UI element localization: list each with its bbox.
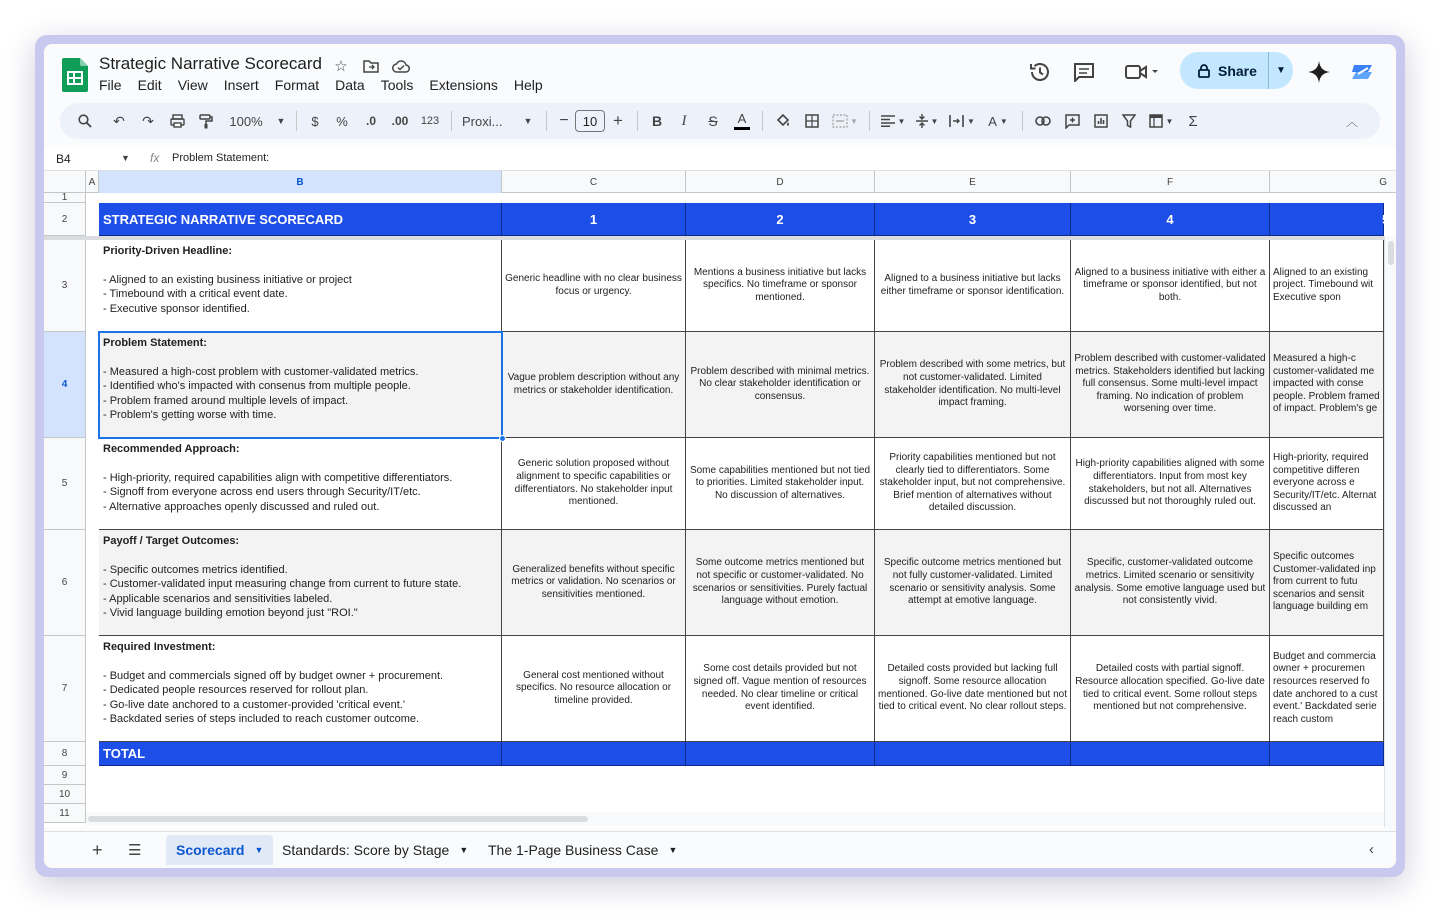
toolbar (60, 103, 1380, 139)
share-dropdown-caret-icon[interactable]: ▼ (1268, 52, 1293, 89)
fill-color-icon[interactable] (769, 109, 797, 133)
row-header-7[interactable]: 7 (44, 636, 86, 742)
increase-font-size-icon[interactable]: + (613, 111, 623, 130)
total-cell-1[interactable] (502, 742, 686, 766)
insert-comment-icon[interactable] (1057, 109, 1087, 133)
comments-icon[interactable] (1072, 60, 1096, 84)
share-button[interactable] (1180, 52, 1293, 89)
level-cell[interactable]: Detailed costs with partial signoff. Resource allocation specified. Go-live date tied to critical event. Some rollout steps mentioned but not comprehensive. (1071, 636, 1270, 742)
level-cell[interactable]: Specific, customer-validated outcome metrics. Limited scenario or sensitivity analysis. Some emotive language used but not consistently vivid. (1071, 530, 1270, 636)
criterion-heading: Payoff / Target Outcomes: (103, 535, 240, 547)
menu-insert[interactable]: Insert (223, 77, 259, 93)
level-cell[interactable]: Some cost details provided but not signed off. Vague mention of resources needed. No clear timeline or critical event identified. (686, 636, 875, 742)
score-header-2[interactable]: 2 (686, 203, 875, 236)
font-size-input[interactable]: 10 (575, 110, 605, 132)
row-header-2[interactable]: 2 (44, 203, 86, 236)
vertical-scrollbar[interactable] (1384, 236, 1396, 827)
level-cell[interactable]: Specific outcomes Customer-validated inp from current to futu scenarios and sensit language building em (1270, 530, 1384, 636)
menu-edit[interactable]: Edit (137, 77, 162, 93)
meet-video-icon[interactable] (1122, 60, 1162, 84)
horizontal-scroll-thumb[interactable] (88, 816, 588, 822)
row-header-9[interactable]: 9 (44, 766, 86, 785)
level-cell[interactable]: Problem described with customer-validated metrics. Stakeholders identified but lacking full consensus. Some multi-level impact framing. No indication of problem worsening over time. (1071, 332, 1270, 438)
percent-format-button[interactable]: % (336, 113, 348, 129)
selected-cell-outline (98, 331, 503, 439)
print-icon[interactable] (162, 109, 192, 133)
insert-link-icon[interactable] (1029, 109, 1057, 133)
sheet-tab-label: Standards: Score by Stage (282, 842, 450, 858)
column-header-d[interactable]: D (686, 171, 875, 193)
italic-icon[interactable]: I (681, 112, 687, 129)
level-cell[interactable]: Mentions a business initiative but lacks specifics. No timeframe or sponsor mentioned. (686, 240, 875, 332)
sheets-logo-icon[interactable] (62, 58, 88, 92)
column-header-c[interactable]: C (502, 171, 686, 193)
level-cell[interactable]: Aligned to an existing project. Timebound wit Executive spon (1270, 240, 1384, 332)
level-cell[interactable]: Detailed costs provided but lacking full signoff. Some resource allocation mentioned. Go-live date mentioned but not tied to critical event. No clear rollout steps. (875, 636, 1071, 742)
font-family-select[interactable]: Proxi... (462, 113, 503, 129)
zoom-select[interactable] (220, 109, 272, 133)
level-cell[interactable]: Vague problem description without any metrics or stakeholder identification. (502, 332, 686, 438)
extension-addon-icon[interactable] (1350, 60, 1374, 84)
sheet-tab-business-case[interactable] (478, 835, 687, 865)
fx-icon: fx (150, 151, 160, 165)
score-header-3[interactable]: 3 (875, 203, 1071, 236)
sheet-tab-label: The 1-Page Business Case (488, 842, 659, 858)
total-cell-2[interactable] (686, 742, 875, 766)
level-cell[interactable]: Aligned to a business initiative but lacks either timeframe or sponsor identification. (875, 240, 1071, 332)
merge-cells-icon[interactable]: ▼ (827, 109, 863, 133)
share-label: Share (1218, 62, 1257, 79)
column-header-a[interactable]: A (86, 171, 99, 193)
row-header-3[interactable]: 3 (44, 240, 86, 332)
font-family-caret-icon[interactable]: ▼ (523, 116, 533, 126)
zoom-caret-icon[interactable]: ▼ (276, 116, 286, 126)
level-cell[interactable]: Aligned to a business initiative with either a timeframe or sponsor identified, but not both. (1071, 240, 1270, 332)
level-cell[interactable]: High-priority, required competitive differen everyone across e Security/IT/etc. Alternat discussed an (1270, 438, 1384, 530)
horizontal-align-icon[interactable]: ▼ (897, 116, 906, 126)
column-header-f[interactable]: F (1071, 171, 1270, 193)
menu-format[interactable]: Format (274, 77, 320, 93)
column-header-e[interactable]: E (875, 171, 1071, 193)
borders-icon[interactable] (797, 109, 827, 133)
menu-tools[interactable]: Tools (380, 77, 414, 93)
row-header-6[interactable]: 6 (44, 530, 86, 636)
increase-decimal-button[interactable] (385, 109, 415, 133)
search-menus-icon[interactable] (74, 109, 96, 133)
all-sheets-list-icon[interactable]: ☰ (128, 842, 142, 859)
row-header-8[interactable]: 8 (44, 742, 86, 766)
strikethrough-icon[interactable]: S (708, 113, 718, 129)
insert-chart-icon[interactable] (1087, 109, 1115, 133)
criterion-cell-headline[interactable] (99, 240, 502, 332)
name-box-caret-icon[interactable]: ▼ (121, 153, 130, 163)
text-wrapping-icon[interactable]: ▼ (944, 109, 980, 133)
add-sheet-icon[interactable]: + (92, 840, 103, 860)
column-header-row (44, 171, 1396, 193)
total-cell-3[interactable] (875, 742, 1071, 766)
level-cell[interactable]: Some capabilities mentioned but not tied to priorities. Limited stakeholder input. No discussion of alternatives. (686, 438, 875, 530)
version-history-icon[interactable] (1028, 60, 1052, 84)
criterion-heading: Priority-Driven Headline: (103, 245, 232, 257)
collapse-toolbar-chevron-icon[interactable]: ︿ (1345, 114, 1358, 129)
decrease-decimal-button[interactable] (357, 109, 385, 133)
increase-decimal-label: .00 (391, 114, 409, 128)
chevron-left-icon[interactable]: ‹ (1369, 841, 1374, 858)
column-header-b[interactable]: B (99, 171, 502, 193)
zoom-value: 100% (229, 113, 263, 129)
text-color-icon[interactable]: A (728, 109, 756, 133)
chevron-down-icon[interactable]: ▼ (668, 845, 678, 855)
cloud-status-icon[interactable] (391, 56, 411, 76)
criterion-heading: Recommended Approach: (103, 443, 240, 455)
total-label-cell[interactable]: TOTAL (99, 742, 502, 766)
level-cell[interactable]: Generic solution proposed without alignment to specific capabilities or differentiators. No stakeholder input mentioned. (502, 438, 686, 530)
criterion-body: - High-priority, required capabilities align with competitive differentiators. - Signoff from everyone across end users through Security/IT/etc. - Alternative approaches openly discussed and ruled out. (103, 471, 453, 513)
row-header-4[interactable]: 4 (44, 332, 86, 438)
row-header-11[interactable]: 11 (44, 804, 86, 823)
row-header-5[interactable]: 5 (44, 438, 86, 530)
scorecard-title-cell[interactable]: STRATEGIC NARRATIVE SCORECARD (99, 203, 502, 236)
currency-format-button[interactable]: $ (311, 113, 319, 129)
score-header-4[interactable]: 4 (1071, 203, 1270, 236)
vertical-scroll-thumb[interactable] (1388, 241, 1394, 265)
score-header-5[interactable]: 5 (1270, 203, 1384, 236)
level-cell[interactable]: Specific outcome metrics mentioned but not fully customer-validated. Limited scenario or sensitivity analysis. Some attempt at emotive language. (875, 530, 1071, 636)
menu-view[interactable]: View (177, 77, 208, 93)
criterion-heading: Problem Statement: (103, 337, 207, 349)
criterion-body: - Aligned to an existing business initiative or project - Timebound with a critical event date. - Executive sponsor identified. (103, 273, 352, 315)
row-header-1[interactable]: 1 (44, 193, 86, 203)
horizontal-scrollbar[interactable] (86, 812, 1384, 826)
decrease-decimal-label: .0 (365, 114, 376, 128)
formula-bar (44, 147, 1396, 171)
sheet-tab-scorecard[interactable] (166, 835, 273, 865)
sheets-window (44, 44, 1396, 868)
score-header-1[interactable]: 1 (502, 203, 686, 236)
column-header-g[interactable]: G (1270, 171, 1396, 193)
level-cell[interactable]: Generalized benefits without specific metrics or validation. No scenarios or sensitivities mentioned. (502, 530, 686, 636)
menu-help[interactable]: Help (513, 77, 543, 93)
sheet-tab-label: Scorecard (176, 842, 245, 858)
criterion-cell-approach[interactable] (99, 438, 502, 530)
criterion-cell-investment[interactable] (99, 636, 502, 742)
menu-data[interactable]: Data (335, 77, 365, 93)
menu-extensions[interactable]: Extensions (429, 77, 498, 93)
criterion-heading: Required Investment: (103, 641, 216, 653)
vertical-align-icon[interactable]: ▼ (910, 109, 944, 133)
lock-icon (1198, 64, 1210, 78)
level-cell[interactable]: High-priority capabilities aligned with some differentiators. Input from most key stakeholders, but not all. Alternatives discussed but not thoroughly ruled out. (1071, 438, 1270, 530)
undo-icon[interactable]: ↶ (113, 112, 125, 129)
formula-input[interactable]: Problem Statement: (172, 152, 270, 164)
chevron-down-icon[interactable]: ▼ (459, 845, 469, 855)
row-header-10[interactable]: 10 (44, 785, 86, 804)
star-icon[interactable]: ☆ (334, 58, 348, 75)
total-cell-4[interactable] (1071, 742, 1270, 766)
gemini-sparkle-icon[interactable] (1307, 60, 1331, 84)
decrease-font-size-icon[interactable]: − (559, 112, 569, 129)
table-view-icon[interactable]: ▼ (1143, 109, 1179, 133)
redo-icon[interactable]: ↷ (142, 112, 154, 129)
level-cell[interactable]: Budget and commercia owner + procuremen resources reserved fo date anchored to a cust event.' Backdated serie reach custom (1270, 636, 1384, 742)
paint-format-icon[interactable] (192, 109, 220, 133)
fill-handle[interactable] (499, 435, 506, 442)
chevron-down-icon[interactable]: ▼ (254, 845, 264, 855)
filter-icon[interactable] (1115, 109, 1143, 133)
level-cell[interactable]: General cost mentioned without specifics. No resource allocation or timeline provided. (502, 636, 686, 742)
sheet-tabs-bar (44, 831, 1396, 868)
spreadsheet-grid (44, 171, 1396, 827)
criterion-cell-payoff[interactable] (99, 530, 502, 636)
criterion-body: - Measured a high-cost problem with customer-validated metrics. - Identified who's impacted with consenus from multiple people. - Problem framed around multiple levels of impact. - Problem's getting worse with time. (103, 365, 419, 422)
level-cell[interactable]: Generic headline with no clear business focus or urgency. (502, 240, 686, 332)
level-cell[interactable]: Problem described with some metrics, but not customer-validated. Limited stakeholder identification. No multi-level impact framing. (875, 332, 1071, 438)
sheet-tab-standards[interactable] (272, 835, 478, 865)
level-cell[interactable]: Some outcome metrics mentioned but not specific or customer-validated. No scenarios or sensitivities. Purely factual language without emotion. (686, 530, 875, 636)
level-cell[interactable]: Measured a high-c customer-validated me impacted with conse people. Problem framed of impact. Problem's ge (1270, 332, 1384, 438)
more-formats-button[interactable]: 123 (420, 115, 440, 127)
functions-sigma-icon[interactable]: Σ (1188, 112, 1198, 130)
criterion-body: - Specific outcomes metrics identified. - Customer-validated input measuring change from current to future state. - Applicable scenarios and sensitivities labeled. - Vivid language building emotion beyond just "ROI." (103, 563, 462, 620)
level-cell[interactable]: Priority capabilities mentioned but not clearly tied to differentiators. Some stakeholder input, but not comprehensive. Brief mention of alternatives without detailed discussion. (875, 438, 1071, 530)
document-title[interactable]: Strategic Narrative Scorecard (99, 54, 322, 73)
menu-file[interactable]: File (99, 77, 122, 93)
name-box[interactable]: B4 (56, 152, 71, 166)
move-folder-icon[interactable] (361, 56, 381, 76)
total-cell-5[interactable] (1270, 742, 1384, 766)
criterion-body: - Budget and commercials signed off by budget owner + procurement. - Dedicated people resources reserved for rollout plan. - Go-live date anchored to a customer-provided 'critical event.' - Backdated series of steps included to reach customer outcome. (103, 669, 444, 726)
text-rotation-icon[interactable]: A ▼ (988, 113, 1008, 129)
level-cell[interactable]: Problem described with minimal metrics. No clear stakeholder identification or consensus. (686, 332, 875, 438)
menu-bar (99, 77, 559, 93)
bold-icon[interactable]: B (651, 113, 663, 129)
select-all-corner[interactable] (44, 171, 86, 193)
